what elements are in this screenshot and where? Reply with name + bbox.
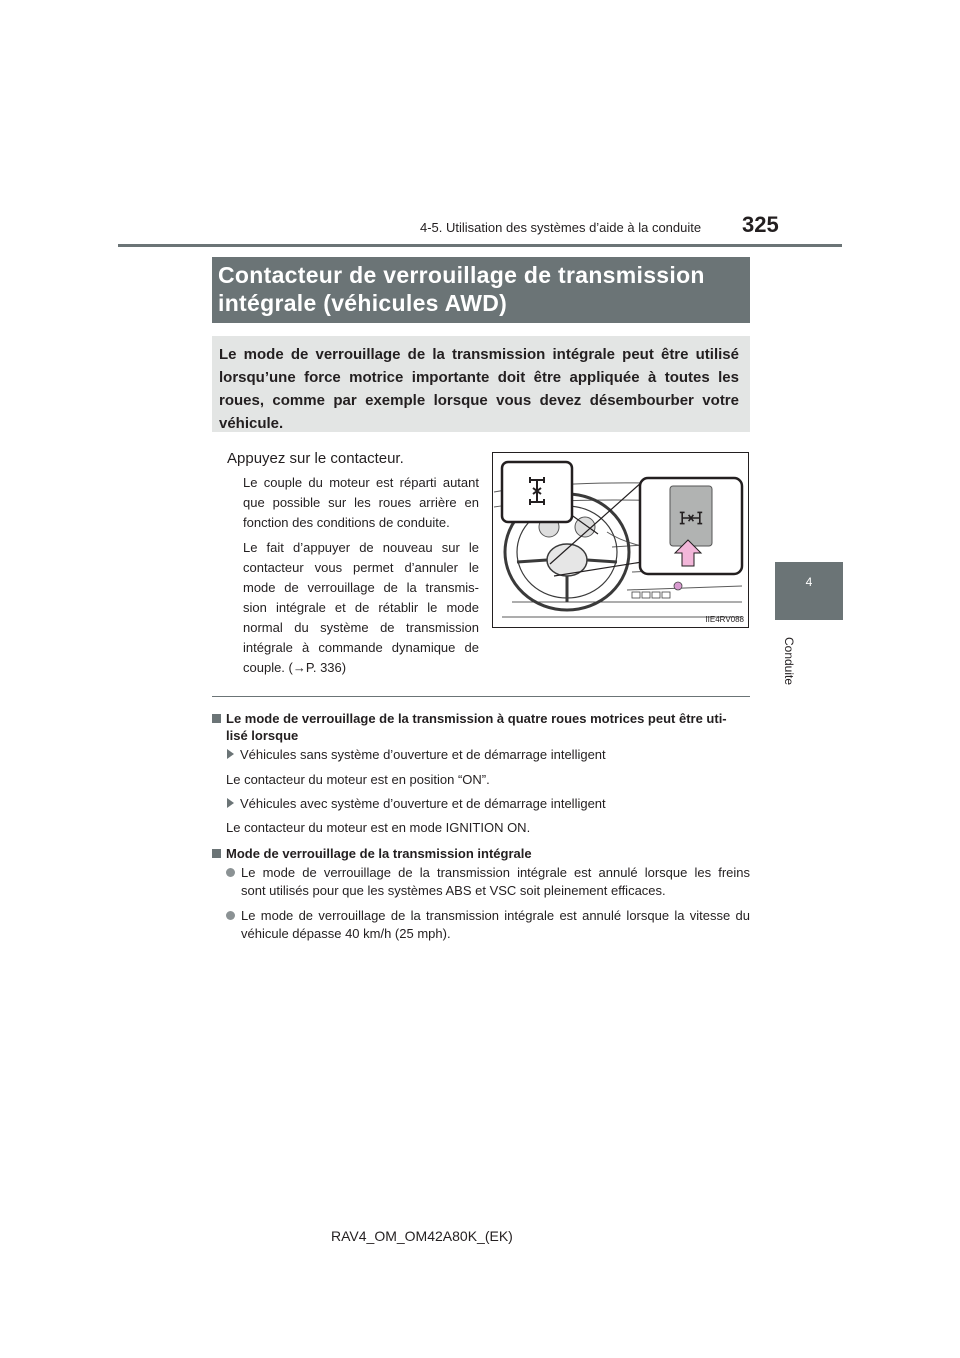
- chapter-label-wrap: [783, 632, 797, 692]
- step-text-line: Le couple du moteur est réparti autant: [243, 475, 479, 490]
- triangle-bullet-icon: [227, 749, 234, 759]
- page-title-line1: Contacteur de verrouillage de transmission: [218, 262, 705, 288]
- step-text-line: contacteur vous permet d’annuler le: [243, 560, 479, 575]
- note-bullet-line: sont utilisés pour que les systèmes ABS et VSC soit pleinement efficaces.: [241, 883, 666, 898]
- intro-line: Le mode de verrouillage de la transmission intégrale peut être utilisé: [219, 346, 739, 363]
- note-text: Le contacteur du moteur est en position “ON”.: [226, 772, 490, 787]
- note-heading: [212, 711, 727, 726]
- intro-line: roues, comme par exemple lorsque vous devez désembourber votre: [219, 392, 739, 409]
- notes-rule: [212, 696, 750, 697]
- note-sub-label: Véhicules avec système d’ouverture et de démarrage intelligent: [240, 796, 606, 811]
- intro-line: véhicule.: [219, 415, 284, 432]
- page-number: 325: [742, 212, 779, 237]
- note-bullet-line: véhicule dépasse 40 km/h (25 mph).: [241, 926, 451, 941]
- intro-line: lorsqu’une force motrice importante doit être appliquée à toutes les: [219, 369, 739, 386]
- step-text-line: Le fait d’appuyer de nouveau sur le: [243, 540, 479, 555]
- step-text-line: sion intégrale et de rétablir le mode: [243, 600, 479, 615]
- round-bullet-icon: [226, 868, 235, 877]
- note-sub-item: [227, 747, 606, 762]
- note-heading: [212, 846, 532, 861]
- step-text-line: normal du système de transmission: [243, 620, 479, 635]
- note-text: Le contacteur du moteur est en mode IGNITION ON.: [226, 820, 531, 835]
- square-bullet-icon: [212, 849, 221, 858]
- chapter-label: Conduite: [782, 636, 797, 686]
- step-text-line: couple. (→P. 336): [243, 660, 347, 675]
- step-text-line: mode de verrouillage de la transmis-: [243, 580, 479, 595]
- note-heading-line: Le mode de verrouillage de la transmission à quatre roues motrices peut être uti-: [226, 711, 727, 726]
- step-instruction: Appuyez sur le contacteur.: [227, 450, 404, 467]
- figure-code: IIE4RV088: [705, 615, 744, 624]
- dashboard-illustration: [492, 452, 749, 628]
- chapter-tab: [775, 562, 843, 620]
- triangle-bullet-icon: [227, 798, 234, 808]
- note-sub-label: Véhicules sans système d’ouverture et de démarrage intelligent: [240, 747, 606, 762]
- header-rule: [118, 244, 842, 247]
- square-bullet-icon: [212, 714, 221, 723]
- note-heading-line: lisé lorsque: [226, 728, 299, 743]
- step-text-line: intégrale à commande dynamique de: [243, 640, 479, 655]
- step-text-line: que possible sur les roues arrière en: [243, 495, 479, 510]
- step-text-line: fonction des conditions de conduite.: [243, 515, 450, 530]
- note-heading-line: Mode de verrouillage de la transmission intégrale: [226, 846, 532, 861]
- round-bullet-icon: [226, 911, 235, 920]
- note-bullet-line: Le mode de verrouillage de la transmission intégrale est annulé lorsque les freins: [241, 865, 750, 880]
- section-heading: 4-5. Utilisation des systèmes d’aide à la conduite: [420, 220, 702, 235]
- page-title-line2: intégrale (véhicules AWD): [218, 290, 508, 316]
- note-sub-item: [227, 796, 606, 811]
- note-bullet-line: Le mode de verrouillage de la transmission intégrale est annulé lorsque la vitesse du: [241, 908, 750, 923]
- chapter-number: 4: [805, 575, 813, 589]
- footer-doc-code: RAV4_OM_OM42A80K_(EK): [331, 1228, 513, 1244]
